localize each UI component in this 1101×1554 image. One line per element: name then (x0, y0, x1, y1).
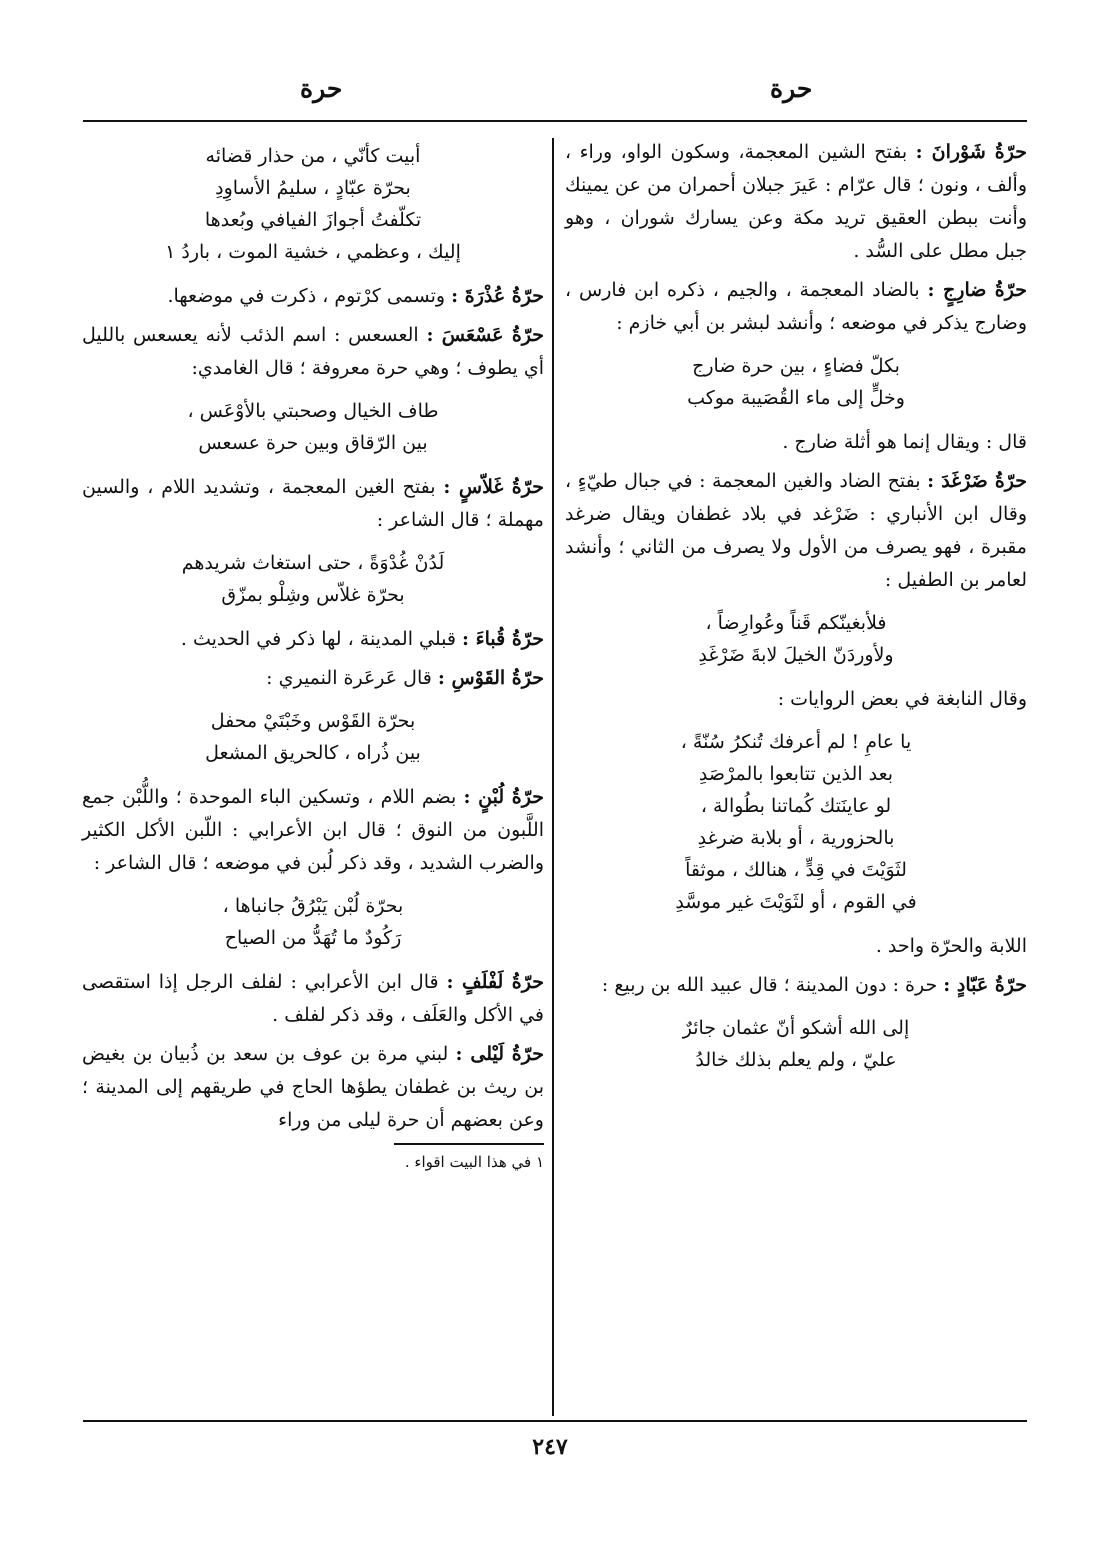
entry-laflaf (82, 966, 544, 1032)
entry-text: اللابة والحرّة واحد . (875, 935, 1027, 957)
verse-line: طاف الخيال وصحبتي بالأوْعَس ، (187, 400, 439, 422)
running-head-left: حرة (300, 74, 343, 103)
entry-quba (82, 623, 544, 656)
verse-line: يا عامِ ! لم أعرفك تُنكرُ سُنّةً ، (680, 731, 912, 753)
verse-line: وخلٍّ إلى ماء القُصَيبة موكب (687, 387, 905, 409)
verse-line: إلى الله أشكو أنّ عثمان جائرٌ (682, 1017, 910, 1039)
verse (565, 726, 1027, 918)
top-rule (83, 120, 1027, 122)
verse-line: بين الرّقاق وبين حرة عسعس (198, 432, 428, 454)
entry-ghallas (82, 471, 544, 611)
entry-shawran (565, 136, 1027, 268)
verse-line: في القوم ، أو لثَوَيْتَ غير موسَّدِ (675, 891, 917, 913)
entry-lubn (82, 781, 544, 954)
headword: حرّةُ قُباءَ : (462, 628, 544, 650)
verse (82, 705, 544, 769)
entry-text: بفتح الضاد والغين المعجمة : في جبال طيّءٍ ، وقال ابن الأنباري : ضَرْغد في بلاد غطفان ويقال ضرغد مقبرة ، فهو يصرف من الأول ولا يصرف من الثاني ؛ وأنشد لعامر بن الطفيل : (565, 470, 1027, 591)
entry-darij (565, 274, 1027, 459)
entry-text: بالضاد المعجمة ، والجيم ، ذكره ابن فارس ، وضارج يذكر في موضعه ؛ وأنشد لبشر بن أبي خازم : (565, 279, 1027, 334)
verse-line: بكلّ فضاءٍ ، بين حرة ضارج (692, 355, 900, 377)
entry-text: قال : ويقال إنما هو أثلة ضارج . (782, 431, 1027, 453)
verse-line: تكلّفتُ أجوازَ الفيافي وبُعدها (204, 209, 422, 231)
entry-text: حرة : دون المدينة ؛ قال عبيد الله بن ربيع : (601, 974, 944, 996)
verse-line: إليك ، وعظمي ، خشية الموت ، باردُ ١ (165, 241, 461, 263)
entry-asas (82, 319, 544, 459)
entry-dargad (565, 465, 1027, 963)
verse (82, 547, 544, 611)
verse-line: بحرّة لُبْن يَبْرُقُ جانباها ، (222, 895, 404, 917)
entry-layla (82, 1038, 544, 1137)
verse (565, 607, 1027, 671)
column-divider (552, 138, 554, 1416)
headword: حرّةُ ضارِجٍ : (927, 279, 1027, 301)
entry-text: بضم اللام ، وتسكين الباء الموحدة ؛ واللُّبْن جمع اللَّبون من النوق ؛ قال ابن الأعرابي : اللّبن الأكل الكثير والضرب الشديد ، وقد ذكر لُبن في موضعه ؛ قال الشاعر : (82, 786, 544, 874)
headword: حرّةُ لَيْلى : (455, 1043, 544, 1065)
verse-line: لثَوَيْتَ في قِدٍّ ، هنالك ، موثقاً (685, 859, 907, 881)
entry-qaws (82, 662, 544, 769)
bottom-rule (83, 1420, 1027, 1422)
headword: حرّةُ لَفْلَفٍ : (446, 971, 544, 993)
verse (565, 1012, 1027, 1076)
running-head-right: حرة (770, 74, 813, 103)
verse-line: بحرّة عبّادٍ ، سليمُ الأساوِدِ (215, 177, 411, 199)
headword: حرّةُ القَوْسِ : (437, 667, 544, 689)
entry-udhra (82, 280, 544, 313)
left-column (82, 136, 544, 1173)
verse (565, 350, 1027, 414)
verse-line: لَدُنْ غُدْوَةً ، حتى استغاث شريدهم (181, 552, 445, 574)
verse-line: أبيت كأنّي ، من حذار قضائه (205, 145, 421, 167)
right-column (565, 136, 1027, 1088)
entry-text: بفتح الشين المعجمة، وسكون الواو، وراء ، وألف ، ونون ؛ قال عرّام : عَيرَ جبلان أحمران من عن يمينك وأنت ببطن العقيق تريد مكة وعن يسارك شوران ، وهو جبل مطل على السُّد . (565, 141, 1027, 262)
verse-line: ولأوردَنّ الخيلَ لابةَ ضَرْغَدِ (698, 644, 894, 666)
headword: حرّةُ عَسْعَسَ : (426, 324, 544, 346)
verse-line: بالحزورية ، أو بلابة ضرغدِ (697, 827, 895, 849)
headword: حرّةُ لُبْنٍ : (463, 786, 544, 808)
entry-abbad (565, 969, 1027, 1076)
entry-text: قال عَرعَرة النميري : (266, 667, 438, 689)
page-number: ٢٤٧ (532, 1434, 568, 1460)
verse-continued (82, 140, 544, 268)
entry-text: بفتح الغين المعجمة ، وتشديد اللام ، والسين مهملة ؛ قال الشاعر : (82, 476, 544, 531)
verse-line: بحرّة القَوْس وخَبْتَيْ محفل (210, 710, 416, 732)
verse (82, 395, 544, 459)
entry-text: وقال النابغة في بعض الروايات : (777, 688, 1027, 710)
entry-text: وتسمى كرْتوم ، ذكرت في موضعها. (167, 285, 452, 307)
entry-text: العسعس : اسم الذئب لأنه يعسعس بالليل أي يطوف ؛ وهي حرة معروفة ؛ قال الغامدي: (82, 324, 544, 379)
headword: حرّةُ غَلاّسٍ : (443, 476, 544, 498)
headword: حرّةُ شَوْرانَ : (915, 141, 1027, 163)
footnote-rule (394, 1143, 544, 1145)
headword: حرّةُ ضَرْغَدَ : (927, 470, 1027, 492)
entry-text: قبلي المدينة ، لها ذكر في الحديث . (180, 628, 463, 650)
verse (82, 890, 544, 954)
headword: حرّةُ عُذْرَةَ : (451, 285, 544, 307)
verse-line: لو عاينَتك كُماتنا بطُوالة ، (700, 795, 892, 817)
verse-line: بحرّة غلاّس وشِلْو بمزّق (221, 584, 405, 606)
verse-line: بعد الذين تتابعوا بالمرْصَدِ (698, 763, 894, 785)
headword: حرّةُ عَبّادٍ : (943, 974, 1027, 996)
verse-line: رَكُودٌ ما تُهَدُّ من الصياح (224, 927, 402, 949)
verse-line: فلأبغينّكم قَناً وعُوارِضاً ، (705, 612, 887, 634)
entry-text: لبني مرة بن عوف بن سعد بن ذُبيان بن بغيض بن ريث بن غطفان يطؤها الحاج في طريقهم إلى المدينة ؛ وعن بعضهم أن حرة ليلى من وراء (82, 1043, 544, 1131)
verse-line: بين ذُراه ، كالحريق المشعل (205, 742, 421, 764)
footnote: ١ في هذا البيت اقواء . (404, 1153, 544, 1171)
verse-line: عليّ ، ولم يعلم بذلك خالدُ (695, 1049, 897, 1071)
entry-text: قال ابن الأعرابي : لفلف الرجل إذا استقصى في الأكل والعَلَف ، وقد ذكر لفلف . (82, 971, 544, 1026)
